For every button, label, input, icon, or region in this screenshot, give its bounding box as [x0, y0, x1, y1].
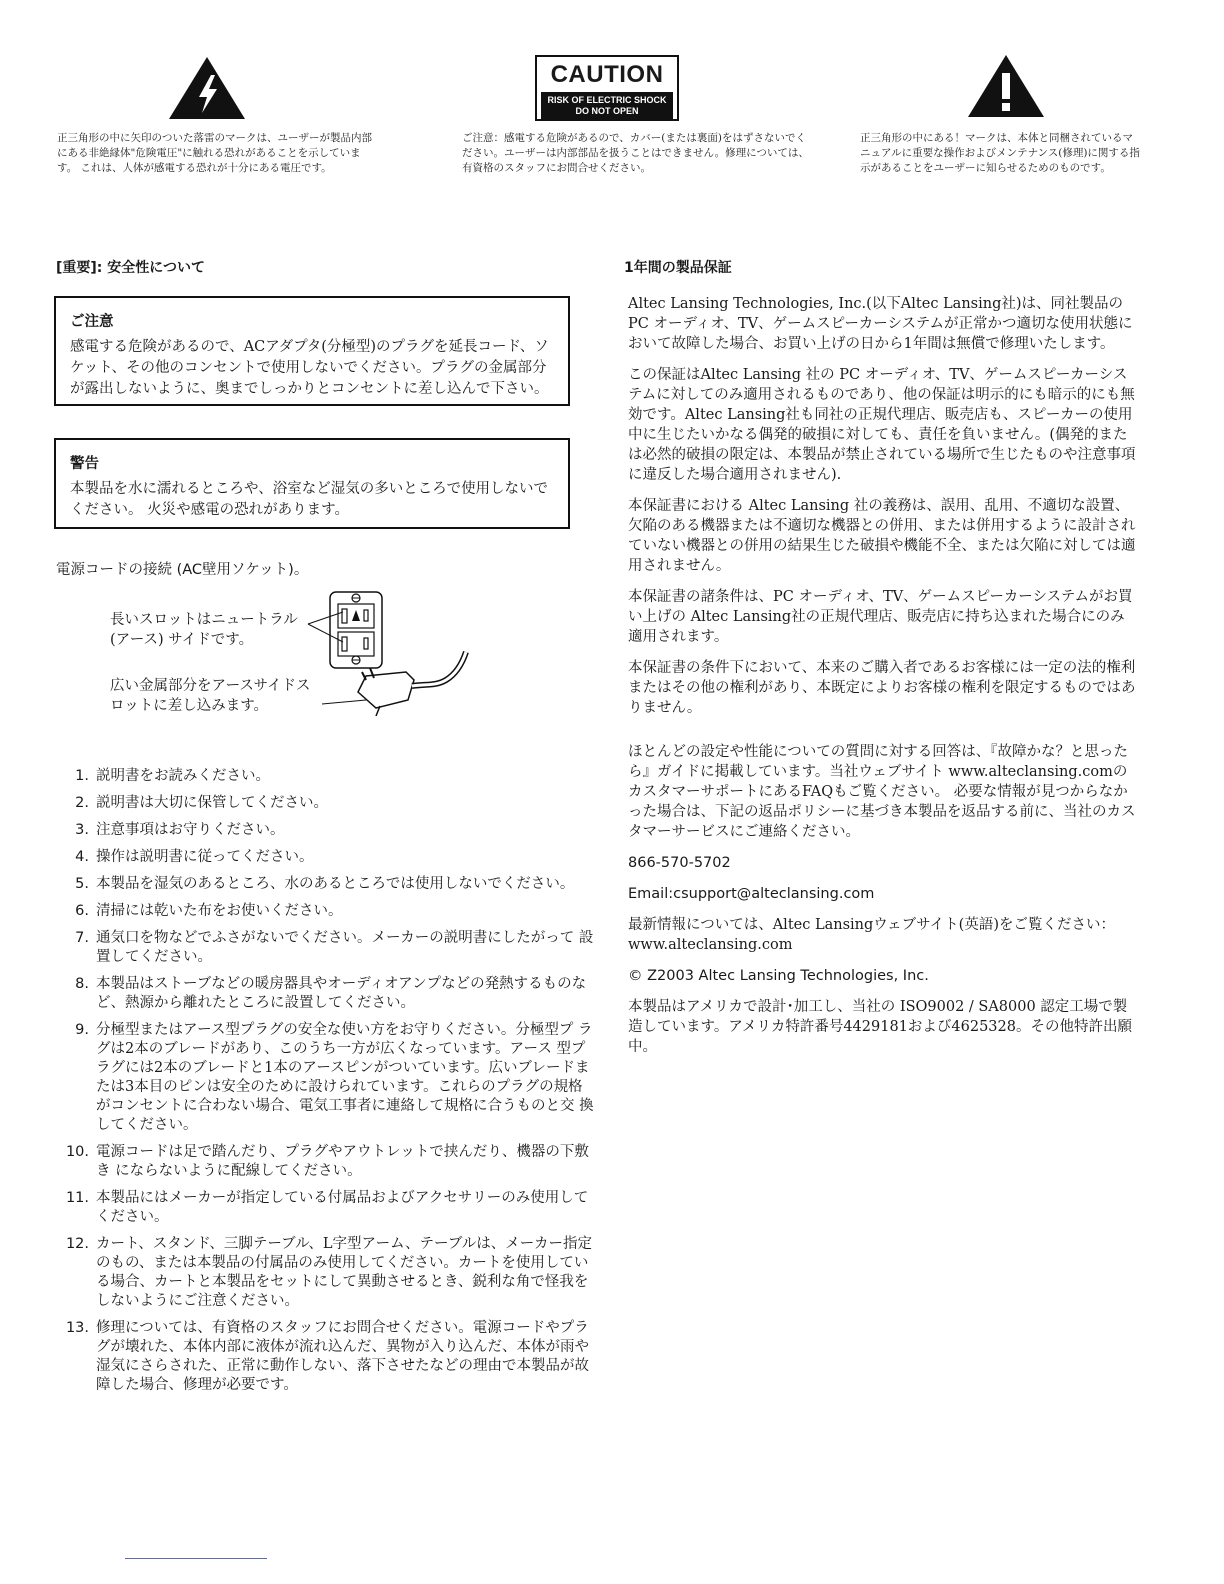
list-item-text: 本製品にはメーカーが指定している付属品およびアクセサリーのみ使用してください。 — [96, 1190, 589, 1225]
support-paragraph: ほとんどの設定や性能についての質問に対する回答は、『故障かな？と思ったら』ガイドに掲載しています。当社ウェブサイト www.alteclansing.comのカスタマーサポートにあるFAQもご覧ください。 必要な情報が見つからなかった場合は、下記の返品ポリシーに基づき本製品を返品する前に、当社のカスタマーサービスにご連絡ください。 — [628, 744, 1136, 840]
notice-body: 感電する危険があるので、ACアダプタ(分極型)のプラグを延長コード、ソケット、その他のコンセントで使用しないでください。プラグの金属部分が露出しないように、奥までしっかりとコンセントに差し込んで下さい。 — [70, 339, 549, 397]
outlet-neutral-label: 長いスロットはニュートラル (アース) サイドです。 — [110, 612, 298, 648]
caution-sign — [535, 55, 679, 121]
list-item — [62, 929, 594, 967]
list-item — [62, 767, 594, 786]
list-item — [62, 848, 594, 867]
list-item-text: 修理については、有資格のスタッフにお問合せください。電源コードやプラグが壊れた、本体内部に液体が流れ込んだ、異物が入り込んだ、本体が雨や湿気にさらされた、正常に動作しない、落下させたなどの理由で本製品が故障した場合、修理が必要です。 — [96, 1320, 589, 1393]
list-item — [62, 1319, 594, 1395]
list-item — [62, 1021, 594, 1135]
list-item-number: 2. — [75, 795, 89, 811]
list-item — [62, 975, 594, 1013]
list-item — [62, 875, 594, 894]
lightning-triangle-icon — [169, 57, 245, 121]
list-item-text: 本製品はストーブなどの暖房器具やオーディオアンプなどの発熱するものなど、熱源から離れたところに設置してください。 — [96, 976, 587, 1011]
warning-body: 本製品を水に濡れるところや、浴室など湿気の多いところで使用しないでください。 火災や感電の恐れがあります。 — [70, 481, 549, 518]
warranty-paragraph: 本保証書の条件下において、本来のご購入者であるお客様には一定の法的権利またはその他の権利があり、本既定によりお客様の権利を限定するものではありません。 — [628, 660, 1136, 716]
caution-line-2: DO NOT OPEN — [575, 106, 639, 116]
warranty-heading: 1年間の製品保証 — [624, 260, 732, 276]
copyright-line: © Z2003 Altec Lansing Technologies, Inc. — [628, 968, 929, 984]
lightning-symbol-caption: 正三角形の中に矢印のついた落雷のマークは、ユーザーが製品内部にある非絶縁体"危険電圧"に触れる恐れがあることを示しています。 これは、人体が感電する恐れが十分にある電圧です。 — [57, 132, 372, 174]
list-item-number: 13. — [65, 1320, 89, 1336]
list-item-text: 説明書は大切に保管してください。 — [96, 795, 328, 811]
list-item-text: 本製品を湿気のあるところ、水のあるところでは使用しないでください。 — [96, 876, 575, 892]
list-item-text: 操作は説明書に従ってください。 — [96, 849, 314, 865]
list-item-number: 12. — [65, 1236, 89, 1252]
warning-title: 警告 — [70, 456, 99, 472]
list-item-number: 7. — [75, 930, 89, 946]
warranty-paragraph: この保証はAltec Lansing 社の PC オーディオ、TV、ゲームスピーカーシステムに対してのみ適用されるものであり、他の保証は明示的にも暗示的にも無効です。Altec Lansing社も同社の正規代理店、販売店も、スピーカーの使用中に生じたいかなる偶発的破損に対しても、責任を負いません。(偶発的または必然的破損の限定は、本製品が禁止されている場所で生じたものや注意事項に違反した場合適用されません). — [628, 367, 1136, 483]
list-item-text: 清掃には乾いた布をお使いください。 — [96, 903, 343, 919]
notice-box — [54, 296, 570, 406]
list-item-text: 通気口を物などでふさがないでください。メーカーの説明書にしたがって 設 置してください。 — [96, 930, 594, 965]
safety-heading: [重要]: 安全性について — [56, 260, 205, 276]
list-item-text: 分極型またはアース型プラグの安全な使い方をお守りください。分極型プ ラグは2本のブレードがあり、このうち一方が広くなっています。アース 型プラグには2本のブレードと1本のアースピンがついています。広いブレードまたは3本目のピンは安全のために設けられています。これらのプラグの規格がコンセントに合わない場合、電気工事者に連絡して規格に合うものと交 換してください。 — [96, 1022, 594, 1133]
warning-box — [54, 438, 570, 529]
notice-title: ご注意 — [70, 314, 114, 330]
list-item-number: 11. — [65, 1190, 89, 1206]
list-item — [62, 1143, 594, 1181]
list-item-number: 4. — [75, 849, 89, 865]
exclamation-triangle-icon — [968, 55, 1044, 119]
list-item-text: 説明書をお読みください。 — [96, 768, 270, 784]
list-item — [62, 902, 594, 921]
list-item-text: 電源コードは足で踏んだり、プラグやアウトレットで挟んだり、機器の下敷き にならないように配線してください。 — [96, 1144, 589, 1179]
support-section — [628, 742, 1138, 1068]
list-item — [62, 821, 594, 840]
support-email: Email:csupport@alteclansing.com — [628, 886, 875, 902]
safety-instructions-list — [62, 767, 594, 1403]
list-item-text: 注意事項はお守りください。 — [96, 822, 285, 838]
outlet-ground-label: 広い金属部分をアースサイドスロットに差し込みます。 — [110, 678, 311, 714]
list-item-number: 10. — [65, 1144, 89, 1160]
list-item — [62, 1189, 594, 1227]
caution-symbol-caption: ご注意：感電する危険があるので、カバー(または裏面)をはずさないでください。ユーザーは内部部品を扱うことはできません。修理については、有資格のスタッフにお問合せください。 — [462, 132, 809, 174]
warranty-section — [628, 294, 1138, 729]
support-website: 最新情報については、Altec Lansingウェブサイト(英語)をご覧ください：www.alteclansing.com — [628, 917, 1115, 953]
list-item-number: 6. — [75, 903, 89, 919]
support-phone: 866-570-5702 — [628, 855, 731, 871]
list-item-number: 9. — [75, 1022, 89, 1038]
exclamation-symbol-caption: 正三角形の中にある！マークは、本体と同梱されているマニュアルに重要な操作およびメンテナンス(修理)に関する指示があることをユーザーに知らせるためのものです。 — [860, 132, 1140, 174]
list-item-number: 5. — [75, 876, 89, 892]
warranty-paragraph: 本保証書の諸条件は、PC オーディオ、TV、ゲームスピーカーシステムがお買い上げの Altec Lansing社の正規代理店、販売店に持ち込まれた場合にのみ適用されます。 — [628, 589, 1133, 645]
list-item-number: 1. — [75, 768, 89, 784]
list-item — [62, 794, 594, 813]
list-item — [62, 1235, 594, 1311]
warranty-paragraph: Altec Lansing Technologies, Inc.(以下Altec Lansing社)は、同社製品の PC オーディオ、TV、ゲームスピーカーシステムが正常かつ適切な使用状態において故障した場合、お買い上げの日から1年間は無償で修理いたします。 — [628, 296, 1133, 352]
warranty-paragraph: 本保証書における Altec Lansing 社の義務は、誤用、乱用、不適切な設置、欠陥のある機器または不適切な機器との併用、または併用するように設計されていない機器との併用の結果生じた破損や機能不全、または欠陥に対しては適用されません。 — [628, 498, 1136, 574]
outlet-plug-diagram — [296, 588, 476, 722]
power-cord-heading: 電源コードの接続 (AC壁用ソケット)。 — [56, 562, 309, 578]
manufacture-note: 本製品はアメリカで設計･加工し、当社の ISO9002 / SA8000 認定工場で製造しています。アメリカ特許番号4429181および4625328。その他特許出願中。 — [628, 999, 1132, 1055]
caution-word: CAUTION — [550, 61, 664, 88]
list-item-number: 8. — [75, 976, 89, 992]
footnote-rule — [125, 1558, 267, 1559]
list-item-number: 3. — [75, 822, 89, 838]
caution-band — [541, 92, 673, 120]
list-item-text: カート、スタンド、三脚テーブル、L字型アーム、テーブルは、メーカー指定 のもの、または本製品の付属品のみ使用してください。カートを使用している場合、カートと本製品をセットにして異動させるとき、鋭利な角で怪我をしないようにご注意ください。 — [96, 1236, 592, 1309]
caution-line-1: RISK OF ELECTRIC SHOCK — [547, 95, 667, 105]
